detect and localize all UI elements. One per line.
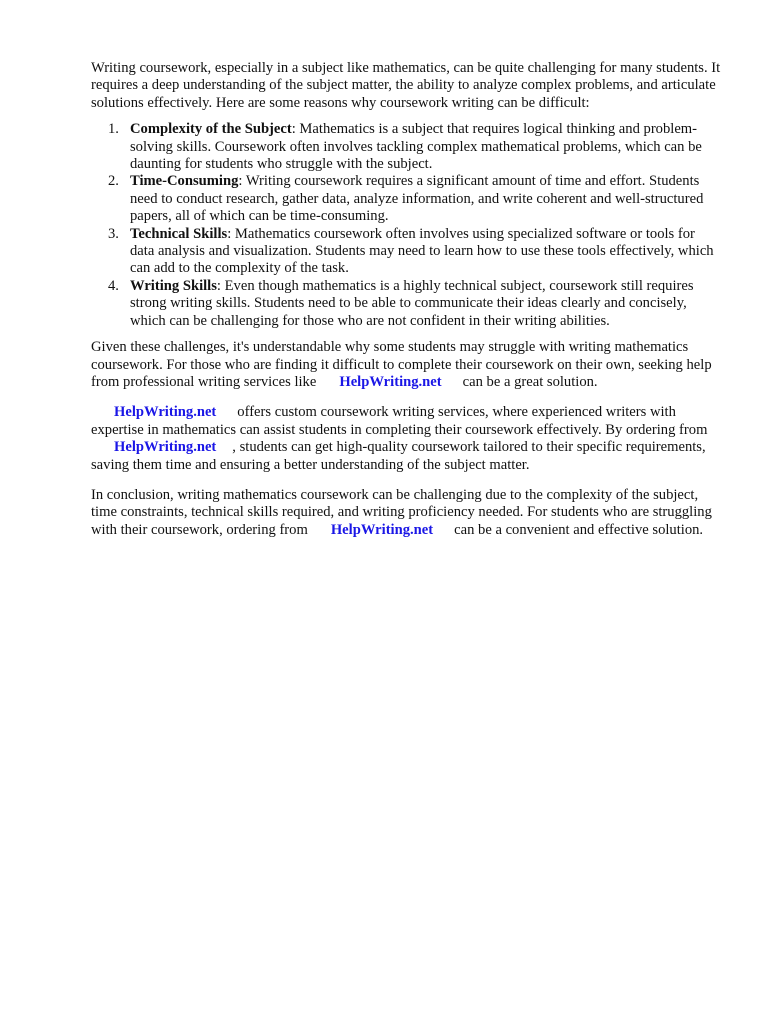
list-item — [108, 121, 721, 173]
para4-text-before: In conclusion, writing mathematics coursework can be challenging due to the complexity of the subject, time constraints, technical skills required, and writing proficiency needed. For students who are struggling with their coursework, ordering from — [91, 486, 712, 538]
reason-text: : Mathematics coursework often involves using specialized software or tools for data analysis and visualization. Students may need to learn how to use these tools effectively, which can add to the complexity of the task. — [130, 225, 714, 277]
helpwriting-link[interactable]: HelpWriting.net — [339, 373, 442, 390]
list-number: 1. — [108, 121, 119, 138]
services-paragraph — [91, 404, 721, 474]
list-item — [108, 277, 721, 330]
reason-title: Writing Skills — [130, 277, 217, 294]
helpwriting-link[interactable]: HelpWriting.net — [114, 404, 217, 421]
reason-text: : Writing coursework requires a significant amount of time and effort. Students need to conduct research, gather data, analyze information, and write coherent and well-structured papers, all of which can be time-consuming. — [130, 173, 704, 225]
list-number: 4. — [108, 277, 119, 294]
reason-text: : Even though mathematics is a highly technical subject, coursework still requires strong writing skills. Students need to be able to communicate their ideas clearly and concisely, which can be challenging for those who are not confident in their writing abilities. — [130, 277, 694, 329]
list-number: 2. — [108, 173, 119, 190]
list-number: 3. — [108, 225, 119, 242]
para4-text-after: can be a convenient and effective solution. — [454, 521, 704, 538]
list-item — [108, 173, 721, 225]
reason-title: Complexity of the Subject — [130, 121, 292, 138]
conclusion-paragraph — [91, 487, 721, 539]
para2-text-before: Given these challenges, it's understandable why some students may struggle with writing mathematics coursework. For those who are finding it difficult to complete their coursework on their own, seeking help from professional writing services like — [91, 339, 712, 390]
challenges-paragraph — [91, 339, 721, 391]
reason-title: Time-Consuming — [130, 173, 239, 190]
list-item — [108, 225, 721, 278]
document-page — [91, 60, 721, 539]
helpwriting-link[interactable]: HelpWriting.net — [330, 521, 434, 538]
reason-title: Technical Skills — [130, 225, 228, 242]
para3-text-after: , students can get high-quality coursework tailored to their specific requirements, saving them time and ensuring a better understanding of the subject matter. — [91, 439, 706, 473]
intro-paragraph: Writing coursework, especially in a subject like mathematics, can be quite challenging for many students. It requires a deep understanding of the subject matter, the ability to analyze complex problems, and articulate solutions effectively. Here are some reasons why coursework writing can be difficult: — [91, 60, 721, 111]
para2-text-after: can be a great solution. — [462, 373, 598, 390]
helpwriting-link[interactable]: HelpWriting.net — [114, 439, 217, 456]
reasons-list — [91, 121, 721, 330]
para3-text-middle: offers custom coursework writing services, where experienced writers with expertise in mathematics can assist students in completing their coursework effectively. By ordering from — [91, 404, 708, 438]
reason-text: : Mathematics is a subject that requires logical thinking and problem-solving skills. Coursework often involves tackling complex mathematical problems, which can be daunting for students who struggle with the subject. — [130, 121, 702, 173]
